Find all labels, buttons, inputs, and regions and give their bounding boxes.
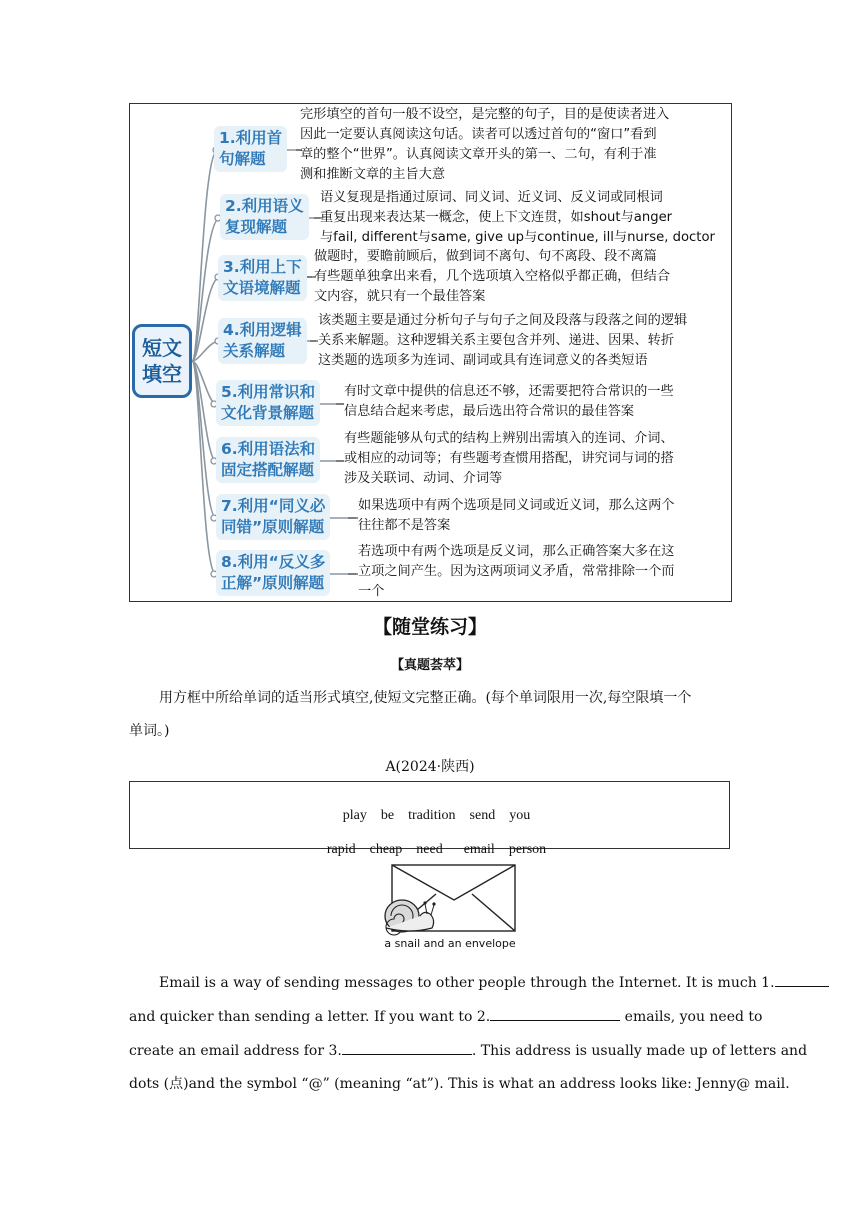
branch-node-7 xyxy=(216,494,330,540)
branch-2-label-line1: 2.利用语义 xyxy=(225,197,304,215)
branch-node-2 xyxy=(220,194,309,240)
passage-label: A(2024·陕西) xyxy=(385,759,475,775)
branch-6-label-line1: 6.利用语法和 xyxy=(221,440,316,458)
desc-line: 因此一定要认真阅读这句话。读者可以透过首句的“窗口”看到 xyxy=(300,127,657,142)
word-item: send xyxy=(469,808,496,823)
answer-blank-2[interactable] xyxy=(490,1006,620,1021)
subsection-title: 【真题荟萃】 xyxy=(390,658,469,673)
snail-envelope-illustration xyxy=(380,862,520,936)
branch-node-6 xyxy=(216,437,320,483)
branch-4-description xyxy=(318,311,687,371)
branch-node-1 xyxy=(214,126,287,172)
desc-line: 信息结合起来考虑，最后选出符合常识的最佳答案 xyxy=(344,404,635,419)
desc-line: 往往都不是答案 xyxy=(358,518,451,533)
desc-line: 或相应的动词等；有些题考查惯用搭配，讲究词与词的搭 xyxy=(344,451,674,466)
word-item: cheap xyxy=(369,842,403,857)
answer-blank-1[interactable] xyxy=(775,972,829,987)
desc-line: 有些题单独拿出来看，几个选项填入空格似乎都正确，但结合 xyxy=(314,269,671,284)
branch-node-5 xyxy=(216,380,320,426)
mindmap-figure xyxy=(129,103,732,602)
center-label-line2: 填空 xyxy=(142,362,182,386)
desc-line: 一个 xyxy=(358,584,385,599)
desc-line: 重复出现来表达某一概念，使上下文连贯，如shout与anger xyxy=(320,210,673,225)
word-item: be xyxy=(380,808,395,823)
branch-node-4 xyxy=(218,318,307,364)
desc-line: 语义复现是指通过原词、同义词、近义词、反义词或同根词 xyxy=(320,190,663,205)
branch-node-3 xyxy=(218,255,307,301)
word-item: need xyxy=(416,842,443,857)
branch-3-description xyxy=(314,247,670,307)
desc-line: 完形填空的首句一般不设空，是完整的句子，目的是使读者进入 xyxy=(300,107,670,122)
branch-2-description xyxy=(320,188,715,248)
branch-4-label-line2: 关系解题 xyxy=(223,342,286,360)
branch-5-label-line1: 5.利用常识和 xyxy=(221,383,316,401)
desc-line: 章的整个“世界”。认真阅读文章开头的第一、二句，有利于准 xyxy=(300,147,657,162)
passage-line-2 xyxy=(129,1006,762,1027)
branch-8-label-line2: 正解”原则解题 xyxy=(221,574,325,592)
branch-6-description xyxy=(344,429,674,489)
passage-line-3 xyxy=(129,1040,807,1061)
instruction-line-1: 用方框中所给单词的适当形式填空,使短文完整正确。(每个单词限用一次,每空限填一个 xyxy=(159,690,692,706)
word-item: you xyxy=(509,808,531,823)
word-item: tradition xyxy=(408,808,456,823)
branch-3-label-line2: 文语境解题 xyxy=(223,279,301,297)
branch-7-label-line2: 同错”原则解题 xyxy=(221,518,325,536)
desc-line: 关系来解题。这种逻辑关系主要包含并列、递进、因果、转折 xyxy=(318,333,675,348)
mindmap-center-node xyxy=(132,324,192,398)
desc-line: 文内容，就只有一个最佳答案 xyxy=(314,289,486,304)
desc-line: 与fail, different与same, give up与continue, ill与nurse, doctor xyxy=(320,230,715,245)
answer-blank-3[interactable] xyxy=(342,1040,472,1055)
desc-line: 涉及关联词、动词、介词等 xyxy=(344,471,503,486)
center-label-line1: 短文 xyxy=(142,336,182,360)
passage-text: . This address is usually made up of letters and xyxy=(471,1043,808,1059)
word-item: person xyxy=(508,842,547,857)
branch-6-label-line2: 固定搭配解题 xyxy=(221,461,315,479)
desc-line: 立项之间产生。因为这两项词义矛盾，常常排除一个而 xyxy=(358,564,675,579)
desc-line: 该类题主要是通过分析句子与句子之间及段落与段落之间的逻辑 xyxy=(318,313,688,328)
desc-line: 若选项中有两个选项是反义词，那么正确答案大多在这 xyxy=(358,544,675,559)
passage-line-4: dots (点)and the symbol “@” (meaning “at”). This is what an address looks like: Jenny@ mail. xyxy=(129,1076,790,1092)
passage-text: emails, you need to xyxy=(620,1009,763,1025)
branch-node-8 xyxy=(216,550,330,596)
branch-4-label-line1: 4.利用逻辑 xyxy=(223,321,302,339)
passage-line-1 xyxy=(159,972,829,993)
passage-text: Email is a way of sending messages to other people through the Internet. It is much 1. xyxy=(159,975,775,991)
branch-8-label-line1: 8.利用“反义多 xyxy=(221,553,326,571)
desc-line: 这类题的选项多为连词、副词或具有连词意义的各类短语 xyxy=(318,353,648,368)
desc-line: 有时文章中提供的信息还不够，还需要把符合常识的一些 xyxy=(344,384,674,399)
desc-line: 做题时，要瞻前顾后，做到词不离句、句不离段、段不离篇 xyxy=(314,249,657,264)
word-item: play xyxy=(342,808,367,823)
branch-7-label-line1: 7.利用“同义必 xyxy=(221,497,326,515)
section-title: 【随堂练习】 xyxy=(372,616,487,638)
branch-5-label-line2: 文化背景解题 xyxy=(221,404,315,422)
branch-2-label-line2: 复现解题 xyxy=(225,218,288,236)
word-item: rapid xyxy=(326,842,356,857)
branch-3-label-line1: 3.利用上下 xyxy=(223,258,302,276)
branch-1-description xyxy=(300,105,669,185)
passage-text: and quicker than sending a letter. If you want to 2. xyxy=(129,1009,491,1025)
branch-5-description xyxy=(344,382,674,422)
branch-8-description xyxy=(358,542,675,602)
desc-line: 如果选项中有两个选项是同义词或近义词，那么这两个 xyxy=(358,498,675,513)
instruction-line-2: 单词。) xyxy=(129,723,170,739)
branch-1-label-line2: 句解题 xyxy=(219,150,266,168)
passage-text: create an email address for 3. xyxy=(129,1043,342,1059)
figure-caption: a snail and an envelope xyxy=(384,937,516,950)
desc-line: 有些题能够从句式的结构上辨别出需填入的连词、介词、 xyxy=(344,431,674,446)
word-box xyxy=(129,781,730,857)
desc-line: 测和推断文章的主旨大意 xyxy=(300,167,446,182)
branch-7-description xyxy=(358,496,675,536)
branch-1-label-line1: 1.利用首 xyxy=(219,129,283,147)
word-item: email xyxy=(463,842,495,857)
